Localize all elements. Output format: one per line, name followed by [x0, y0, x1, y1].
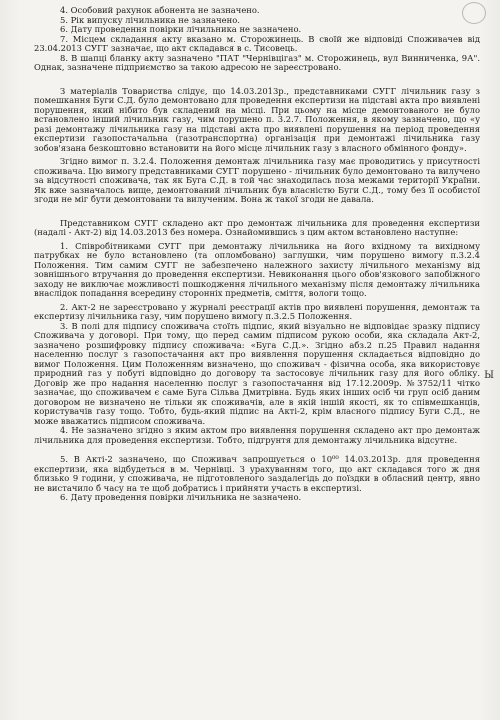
act2-point: 2. Акт-2 не зареєстровано у журналі реєстрації актів про виявлені порушення, демонтаж та експертизу лічильника газу, чим порушено вимогу п.3.2.5 Положення. — [34, 301, 480, 321]
paragraph-demontage: Згідно вимог п. 3.2.4. Положення демонтаж лічильника газу має проводитись у присутності споживача. Цю вимогу представниками СУГГ порушено - лічильник було демонтовано та вилучено за відсутності споживача, так як Буга С.Д. в той час знаходилась поза межами території України. Як вже зазначалось вище, демонтований лічильник був власністю Буги С.Д., тому без її особистої згоди не міг бути демонтовани та вилученим. Вона ж такої згоди не давала. — [34, 156, 480, 204]
list-item: 6. Дату проведення повірки лічильника не зазначено. — [60, 24, 302, 34]
top-list — [34, 6, 480, 73]
list-item: 7. Місцем складання акту вказано м. Сторожинець. В своїй же відповіді Споживачев від 23.04.2013 СУГГ зазначає, що акт складався в с. Тисовець. — [34, 33, 480, 53]
list-item: 5. Рік випуску лічильника не зазначено. — [60, 14, 240, 25]
act2-point: 3. В полі для підпису споживача стоїть підпис, який візуально не відповідає зразку підпису Споживача у договорі. При тому, що перед самим підписом рукою особи, яка складала Акт-2, зазначено розшифровку підпису споживача: «Буга С.Д.». Згідно абз.2 п.25 Правил надання населенню послуг з газопостачання акт про виявлення порушення складається відповідно до вимог Положення. Цим Положенням визначено, що споживач - фізична особа, яка використовує природний газ у побуті відповідно до договору та застосовує лічильник газу для його обліку. Договір же про надання населенню послуг з газопостачання від 17.12.2009р. №3752/11 чітко зазначає, що споживачем є саме Буга Сільва Дмитрівна. Будь яких інших осіб чи груп осіб даним договором не визначено не тільки як споживачів, але в якій іншій якості, як то співмешканців, користувачів газу тощо. Тобто, будь-який підпис на Акті-2, крім власного підпису Буги С.Д., не може вважатись підписом споживача. — [34, 320, 480, 426]
point-5: 5. В Акті-2 зазначено, що Споживач запрошується о 10⁰⁰ 14.03.2013р. для проведення експертизи, яка відбудеться в м. Чернівці. З урахуванням того, що акт складався того ж дня близько 9 години, у споживача, не підготовленого заздалегідь до поїздки в обласний центр, явно не вистачило б часу на те щоб добратись і прийняти участь в експертизі. — [34, 454, 480, 493]
list-item: 4. Особовий рахунок абонента не зазначено. — [60, 5, 260, 15]
act2-point: 4. Не зазначено згідно з яким актом про виявлення порушення складено акт про демонтаж лічильника для проведення експертизи. Тобто, підгрунтя для демонтажу лічильника відсутнє. — [34, 425, 480, 445]
margin-handwritten-mark: Ы — [484, 370, 494, 381]
paragraph-materials: З матеріалів Товариства слідує, що 14.03.2013р., представниками СУГГ лічильник газу з помешкання Буги С.Д. було демонтовано для проведення експертизи на підставі акта про виявлені порушення, який нібито був складений на місці. При цьому на місце демонтованого не було встановлено інший лічильник газу, чим порушено п. 3.2.7. Положення, в якому зазначено, що «у разі демонтажу лічильника газу на підставі акта про виявлені порушення на період проведення експертизи газопостачальна (газотранспортна) організація при демонтажі лічильника газу зобов'язана безкоштовно встановити на його місце лічильник газу з власного обмінного фонду». — [34, 85, 480, 153]
point-6: 6. Дату проведення повірки лічильника не зазначено. — [60, 492, 302, 502]
paragraph-act2-intro: Представником СУГГ складено акт про демонтаж лічильника для проведення експертизи (надалі - Акт-2) від 14.03.2013 без номера. Ознайомившись з цим актом встановлено наступне: — [34, 217, 480, 237]
act2-points — [34, 242, 480, 446]
act2-point: 1. Співробітниками СУГГ при демонтажу лічильника на його вхідному та вихідному патрубках не було встановлено (та опломбовано) заглушки, чим порушено вимогу п.3.2.4 Положення. Тим самим СУГГ не забезпечено належного захисту лічильного механізму від зовнішнього втручання до проведення експертизи. Невиконання цього обов'язкового запобіжного заходу не виключає можливості пошкодження лічильного механізму після демонтажу лічильника внаслідок попадання всередину сторонніх предметів, сміття, вологи тощо. — [34, 240, 480, 298]
document-body — [34, 6, 480, 503]
list-item: 8. В шапці бланку акту зазначено "ПАТ "Чернівцігаз" м. Сторожинець, вул Винниченка, 9А". Однак, зазначене підприємство за такою адресою не зареєстровано. — [34, 52, 480, 72]
